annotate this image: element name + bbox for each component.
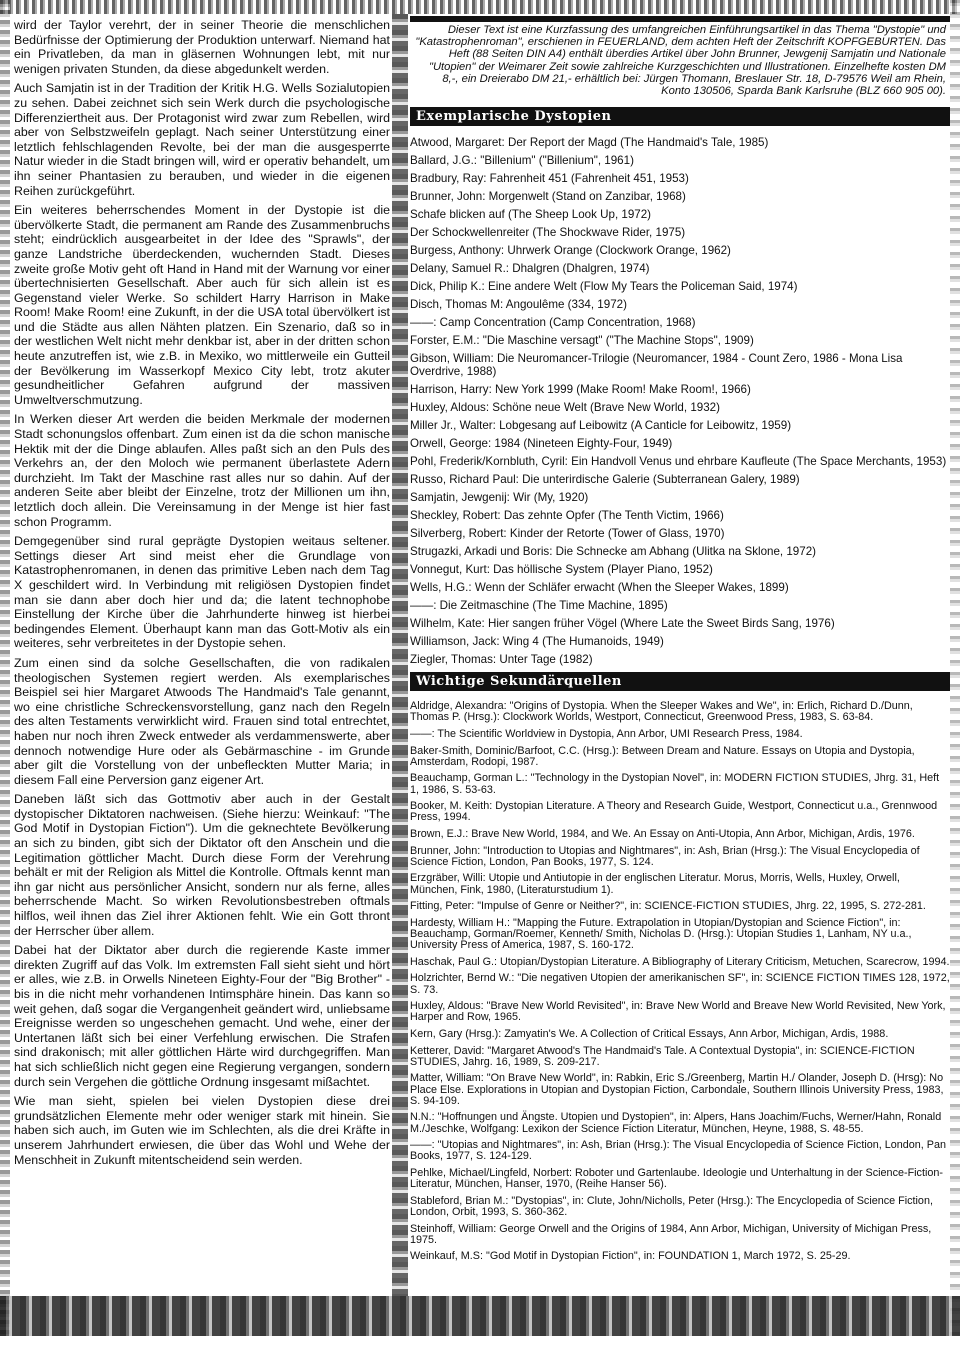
list-item: Atwood, Margaret: Der Report der Magd (The Handmaid's Tale, 1985) — [410, 136, 769, 150]
list-item: Harrison, Harry: New York 1999 (Make Room! Make Room!, 1966) — [410, 383, 751, 397]
article-paragraph: Auch Samjatin ist in der Tradition der Kritik H.G. Wells Sozialutopien zu sehen. Dabei zeichnet sich sein Werk durch die psychologische Differenziertheit aus. Der Protagonist wird zwar zum Rebellen, wird aber von Selbstzweifeln geplagt. Nach seiner Unterstützung einer letztlich fehlschlagenden Revolte, bei der man die ausgesperrte Natur wieder in die Stadt bringen will, wird er operativ behandelt, um ihn seiner Phantasien zu berauben, und wieder in die eigenen Reihen zurückgeführt. — [14, 81, 390, 198]
list-item: Huxley, Aldous: Schöne neue Welt (Brave New World, 1932) — [410, 401, 720, 415]
list-item: Sheckley, Robert: Das zehnte Opfer (The Tenth Victim, 1966) — [410, 509, 724, 523]
list-item: Brunner, John: Morgenwelt (Stand on Zanzibar, 1968) — [410, 190, 686, 204]
article-column — [14, 18, 390, 1294]
list-item: Haschak, Paul G.: Utopian/Dystopian Literature. A Bibliography of Literary Criticism, Metuchen, Scarecrow, 1994. — [410, 955, 950, 968]
list-item: ——: "Utopias and Nightmares", in: Ash, Brian (Hrsg.): The Visual Encyclopedia of Science Fiction, London, Pan Books, 1977, S. 124-129. — [410, 1139, 946, 1163]
list-item: Gibson, William: Die Neuromancer-Trilogie (Neuromancer, 1984 - Count Zero, 1986 - Mona Lisa Overdrive, 1988) — [410, 352, 903, 379]
list-item: Weinkauf, M.S: "God Motif in Dystopian Fiction", in: FOUNDATION 1, March 1972, S. 25-29. — [410, 1250, 851, 1263]
article-paragraph: wird der Taylor verehrt, der in seiner Theorie die menschlichen Bedürfnisse der Optimierung der Produktion unterwarf. Niemand hat ein Privatleben, da man in gläsernen Wohnungen lebt, mit nur wenigen privaten Stunden, da diese abgedunkelt werden. — [14, 18, 390, 76]
list-item: Ketterer, David: "Margaret Atwood's The Handmaid's Tale. A Contextual Dystopia", in: SCIENCE-FICTION STUDIES, Jahrg. 16, 1989, S. 209-217. — [410, 1044, 915, 1068]
article-paragraph: Ein weiteres beherrschendes Moment in der Dystopie ist die übervölkerte Stadt, die permanent am Rande des Zusammenbruchs steht; eindrücklich ausgearbeitet in der Idee des "Sprawls", der ganze Landstriche überdeckenden, wuchernden Stadt. Dieses zweite große Motiv geht oft Hand in Hand mit der Warnung vor einer übertechnisierten Gesellschaft. Aber auch für sich allein ist es Gegenstand vieler Werke. So schildert Harry Harrison in Make Room! Make Room! eine Zukunft, in der die USA total übervölkert ist und die Städte aus allen Nähten platzen. Ein Szenario, daß so in der westlichen Welt nicht mehr denkbar ist, aber in der dritten schon heute anzutreffen ist, wie z.B. in Mexiko, wo mittlerweile ein Gutteil der Bevölkerung im Wasserkopf Mexico City lebt, trotz akuter gesundheitlicher Gefahren aufgrund der massiven Umweltverschmutzung. — [14, 203, 390, 407]
list-item: Bradbury, Ray: Fahrenheit 451 (Fahrenheit 451, 1953) — [410, 172, 689, 186]
list-item: Brunner, John: "Introduction to Utopias and Nightmares", in: Ash, Brian (Hrsg.): The Visual Encyclopedia of Science Fiction, London, Pan Books, 1977, S. 124. — [410, 844, 920, 868]
list-item: Huxley, Aldous: "Brave New World Revisited", in: Brave New World and Breave New World Revisited, New York, Harper and Row, 1965. — [410, 1000, 946, 1024]
list-item: Holzrichter, Bernd W.: "Die negativen Utopien der amerikanischen SF", in: SCIENCE FICTION TIMES 128, 1972, S. 73. — [410, 972, 950, 996]
list-item: ——: The Scientific Worldview in Dystopia, Ann Arbor, UMI Research Press, 1984. — [410, 728, 803, 741]
list-item: Schafe blicken auf (The Sheep Look Up, 1972) — [410, 208, 652, 222]
list-item: Wells, H.G.: Wenn der Schläfer erwacht (When the Sleeper Wakes, 1899) — [410, 581, 789, 595]
list-item: ——: Camp Concentration (Camp Concentration, 1968) — [410, 316, 696, 330]
list-item: Wilhelm, Kate: Hier sangen früher Vögel (Where Late the Sweet Birds Sang, 1976) — [410, 617, 835, 631]
list-item: Aldridge, Alexandra: "Origins of Dystopia. When the Sleeper Wakes and We", in: Erlich, Richard D./Dunn, Thomas P. (Hrsg.): Clockwork Worlds, Westport, Connecticut, Greenwood Press, 1983, S. 63-84. — [410, 700, 913, 724]
list-item: Russo, Richard Paul: Die unterirdische Galerie (Subterranean Galery, 1989) — [410, 473, 800, 487]
list-item: N.N.: "Hoffnungen und Ängste. Utopien und Dystopien", in: Alpers, Hans Joachim/Fuchs, Werner/Hahn, Ronald M./Jeschke, Wolfgang: Lexikon der Science Fiction Literatur, München, Heyne, 1988, S. 48-55. — [410, 1111, 942, 1135]
primary-works-heading: Exemplarische Dystopien — [410, 107, 950, 126]
article-paragraph: Dabei hat der Diktator aber durch die regierende Kaste immer direkten Zugriff auf das Volk. Im extremsten Fall sieht sieht und hört er alles, wie z.B. in Orwells Nineteen Eighty-Four der "Big Brother" - bis in die nicht mehr vorhandenen Intimsphäre hinein. Das kann so weit gehen, daß sogar die Vergangenheit geändert wird, unliebsame Ereignisse werden so ungeschehen gemacht. Und wehe, einer der Untertanen läßt sich bei einer Verfehlung erwischen. Die Strafen sind drakonisch; mit aller göttlichen Härte wird durchgegriffen. Man hat sich schließlich nicht gegen eine Regierung vergangen, sondern durch sein Vergehen die göttliche Ordnung insgesamt mißachtet. — [14, 943, 390, 1089]
list-item: Steinhoff, William: George Orwell and the Origins of 1984, Ann Arbor, Michigan, University of Michigan Press, 1975. — [410, 1222, 932, 1246]
list-item: Disch, Thomas M: Angoulême (334, 1972) — [410, 298, 627, 312]
list-item: Erzgräber, Willi: Utopie und Antiutopie in der englischen Literatur. Morus, Morris, Wells, Huxley, Orwell, München, Fink, 1980, (Literaturstudium 1). — [410, 872, 900, 896]
list-item: Ballard, J.G.: "Billenium" ("Billenium", 1961) — [410, 154, 634, 168]
list-item: Stableford, Brian M.: "Dystopias", in: Clute, John/Nicholls, Peter (Hrsg.): The Encyclopedia of Science Fiction, London, Orbit, 1993, S. 360-362. — [410, 1194, 933, 1218]
list-item: Forster, E.M.: "Die Maschine versagt" ("The Machine Stops", 1909) — [410, 334, 754, 348]
list-item: Vonnegut, Kurt: Das höllische System (Player Piano, 1952) — [410, 563, 713, 577]
article-paragraph: In Werken dieser Art werden die beiden Merkmale der modernen Stadt schonungslos offenbart. Zum einen ist da die schon manische Hektik mit der die Dinge ablaufen. Alles paßt sich an den Puls des Verkehrs an, der den Moloch wie permanent überlastete Adern durchzieht. Im Takt der Maschine rast alles nur so dahin. Auf der anderen Seite aber bleibt der Einzelne, trotz der Millionen um ihn, letztlich doch allein. Die Vereinsamung in der Menge ist hier fast schon Programm. — [14, 412, 390, 529]
article-paragraph: Demgegenüber sind rural geprägte Dystopien weitaus seltener. Settings dieser Art sind meist eher die Grundlage von Katastrophenromanen, in denen das primitive Leben nach dem Tag X geschildert wird. In Verbindung mit religiösen Dystopien findet man sie dann aber doch hier und da; die latent technophobe Einstellung der Kirche über die Jahrhunderte hinweg ist hierbei bedingendes Element. Überhaupt kann man das Gott-Motiv als ein weiteres, sehr verbreitetes in der Dystopie sehen. — [14, 534, 390, 651]
list-item: Pohl, Frederik/Kornbluth, Cyril: Ein Handvoll Venus und ehrbare Kaufleute (The Space Merchants, 1953) — [410, 455, 947, 469]
article-paragraph: Zum einen sind da solche Gesellschaften, die von radikalen theologischen Systemen regiert werden. Als exemplarisches Beispiel sei hier Margaret Atwoods The Handmaid's Tale genannt, wo eine christliche Schreckensvorstellung, ganz nach den Regeln des alten Testaments verwirklicht wird. Frauen sind total entrechtet, haben nur noch ihren Zweck entweder als verdammenswerte, aber dennoch notwendige Hure oder als Gebärmaschine - im Grunde aber gilt die Vorstellung von der unbefleckten Mutter Maria; in diesem Fall eine Perversion ganz eigener Art. — [14, 655, 390, 787]
primary-works-list — [410, 136, 950, 666]
list-item: ——: Die Zeitmaschine (The Time Machine, 1895) — [410, 599, 668, 613]
list-item: Baker-Smith, Dominic/Barfoot, C.C. (Hrsg.): Between Dream and Nature. Essays on Utopia and Dystopia, Amsterdam, Rodopi, 1987. — [410, 744, 915, 768]
list-item: Kern, Gary (Hrsg.): Zamyatin's We. A Collection of Critical Essays, Ann Arbor, Michigan, Ardis, 1988. — [410, 1027, 889, 1040]
list-item: Williamson, Jack: Wing 4 (The Humanoids, 1949) — [410, 635, 664, 649]
list-item: Ziegler, Thomas: Unter Tage (1982) — [410, 653, 593, 667]
list-item: Pehlke, Michael/Lingfeld, Norbert: Roboter und Gartenlaube. Ideologie und Unterhaltung in der Science-Fiction-Literatur, München, Hanser, 1970, (Reihe Hanser 56). — [410, 1166, 943, 1191]
list-item: Miller Jr., Walter: Lobgesang auf Leibowitz (A Canticle for Leibowitz, 1959) — [410, 419, 792, 433]
list-item: Orwell, George: 1984 (Nineteen Eighty-Four, 1949) — [410, 437, 673, 451]
list-item: Dick, Philip K.: Eine andere Welt (Flow My Tears the Policeman Said, 1974) — [410, 280, 798, 294]
list-item: Burgess, Anthony: Uhrwerk Orange (Clockwork Orange, 1962) — [410, 244, 731, 258]
list-item: Beauchamp, Gorman L.: "Technology in the Dystopian Novel", in: MODERN FICTION STUDIES, Jhrg. 31, Heft 1, 1986, S. 53-63. — [410, 772, 940, 796]
scan-noise-right — [950, 0, 960, 1336]
column-divider — [392, 14, 408, 1296]
article-paragraph: Daneben läßt sich das Gottmotiv aber auch in der Gestalt dystopischer Diktatoren nachweisen. (Siehe hierzu: Weinkauf: "The God Motif in Dystopian Fiction"). Um die geknechtete Bevölkerung an sich zu binden, gibt sich der Diktator oft den Anschein und die Legitimation göttlicher Macht. Durch diese Form der Verehrung behält er mit der Religion als Mittel die Kontrolle. Oftmals kennt man ihn gar nicht aus persönlicher Ansicht, sondern nur als ferne, alles beherrschende Macht. So wirken Revolutionsbestreben oftmals hilflos, weil ihnen das Ziel ihrer Aktionen fehlt. Wie ein Gott thront der Herrscher über allem. — [14, 792, 390, 938]
list-item: Booker, M. Keith: Dystopian Literature. A Theory and Research Guide, Westport, Connecticut u.a., Grennwood Press, 1994. — [410, 800, 938, 824]
scan-noise-top — [0, 0, 960, 14]
list-item: Strugazki, Arkadi und Boris: Die Schnecke am Abhang (Ulitka na Sklone, 1972) — [410, 545, 817, 559]
list-item: Delany, Samuel R.: Dhalgren (Dhalgren, 1974) — [410, 262, 650, 276]
scan-noise-bottom — [0, 1296, 960, 1336]
list-item: Brown, E.J.: Brave New World, 1984, and We. An Essay on Anti-Utopia, Ann Arbor, Michigan, Ardis, 1976. — [410, 828, 915, 840]
list-item: Silverberg, Robert: Kinder der Retorte (Tower of Glass, 1970) — [410, 527, 725, 541]
article-paragraph: Wie man sieht, spielen bei vielen Dystopien diese drei grundsätzlichen Elemente mehr oder weniger stark mit hinein. Sie haben sich auch, im Guten wie im Schlechten, als die drei Kräfte in unserem Jahrhundert erwiesen, die über das Wohl und Wehe der Menschheit in Zukunft mitentscheidend sein werden. — [14, 1094, 390, 1167]
list-item: Der Schockwellenreiter (The Shockwave Rider, 1975) — [410, 226, 686, 240]
list-item: Hardesty, William H.: "Mapping the Future. Extrapolation in Utopian/Dystopian and Science Fiction", in: Beauchamp, Gorman/Roemer, Kenneth/ Smith, Nicholas D. (Hrsg.): Utopian Studies 1, Lanham, NY u.a., University Press of America, 1987, S. 160-172. — [410, 916, 912, 952]
scan-noise-left — [0, 0, 10, 1336]
secondary-sources-heading: Wichtige Sekundärquellen — [410, 672, 950, 691]
list-item: Samjatin, Jewgenij: Wir (My, 1920) — [410, 491, 589, 505]
publication-note: Dieser Text ist eine Kurzfassung des umfangreichen Einführungsartikel in das Thema "Dystopie" und "Katastrophenroman", erschienen in FEUERLAND, dem achten Heft der Zeitschrift KOPFGEBURTEN. Das Heft (88 Seiten DIN A4) enthält überdies Artikel über John Brunner, Jewgenij Samjatin und Nationale "Utopien" der Weimarer Zeit sowie zahlreiche Kurzgeschichten und Illustrationen. Einzelhefte kosten DM 8,-, ein Dreierabo DM 21,- erhältlich bei: Jürgen Thomann, Breslauer Str. 18, D-79576 Weil am Rhein, Konto 130506, Sparda Bank Karlsruhe (BLZ 660 905 00). — [410, 16, 950, 101]
bibliography-column — [410, 16, 950, 1296]
list-item: Fitting, Peter: "Impulse of Genre or Neither?", in: SCIENCE-FICTION STUDIES, Jhrg. 22, 1995, S. 272-281. — [410, 900, 926, 913]
secondary-sources-list — [410, 701, 950, 1262]
list-item: Matter, William: "On Brave New World", in: Rabkin, Eric S./Greenberg, Martin H./ Olander, Joseph D. (Hrsg): No Place Else. Explorations in Utopian and Dystopian Fiction, Carbondale, Southern Illinois University Press, 1983, S. 94-109. — [410, 1072, 944, 1107]
